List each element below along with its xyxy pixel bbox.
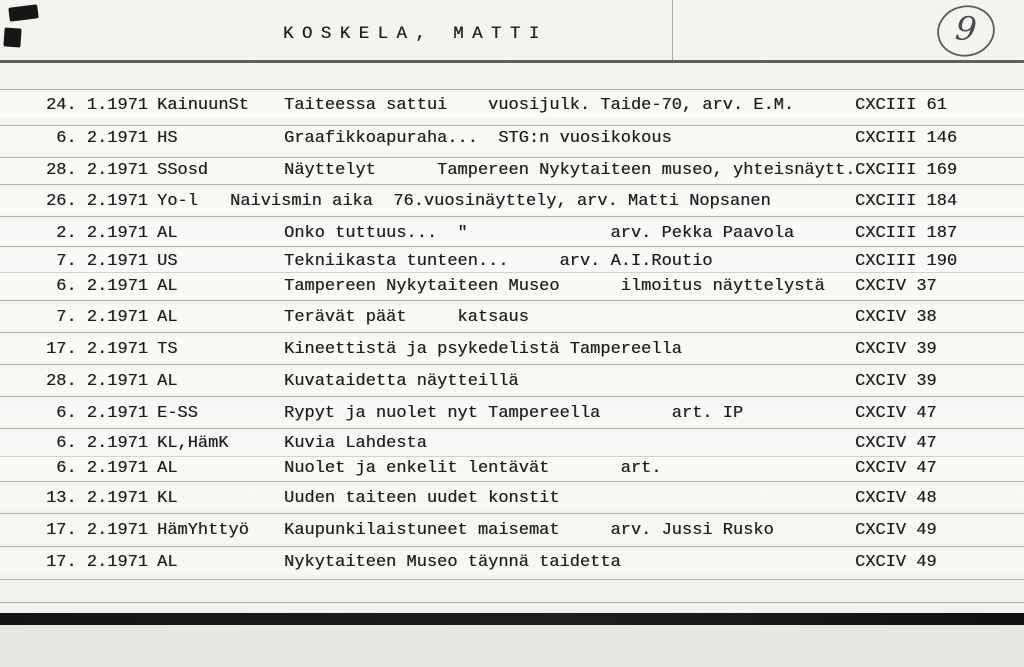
rule-line (0, 89, 1024, 90)
entry-date: 2. 2.1971 (56, 224, 148, 243)
entry-source: AL (157, 372, 178, 391)
entry-reference: CXCIV 49 (855, 553, 937, 572)
entry-reference: CXCIII 169 (855, 161, 958, 180)
entry-date: 6. 2.1971 (56, 277, 148, 296)
entry-title: Rypyt ja nuolet nyt Tampereella art. IP (284, 404, 744, 423)
entry-title: Kineettistä ja psykedelistä Tampereella (284, 340, 682, 359)
rule-line (0, 428, 1024, 429)
rule-line (0, 602, 1024, 603)
entry-title: Tekniikasta tunteen... arv. A.I.Routio (284, 252, 713, 271)
entry-source: E-SS (157, 404, 198, 423)
entry-row (0, 308, 1024, 330)
rule-line (0, 579, 1024, 580)
entry-source: HämYhttyö (157, 521, 249, 540)
entry-row (0, 129, 1024, 151)
rule-line (0, 246, 1024, 247)
entry-date: 6. 2.1971 (56, 404, 148, 423)
entry-row (0, 372, 1024, 394)
entry-row (0, 252, 1024, 274)
entry-reference: CXCIV 47 (855, 434, 937, 453)
entry-row (0, 224, 1024, 246)
entry-row (0, 459, 1024, 481)
rule-line (0, 396, 1024, 397)
rule-line (0, 216, 1024, 217)
entry-date: 6. 2.1971 (56, 434, 148, 453)
entry-source: AL (157, 224, 178, 243)
entry-row (0, 340, 1024, 362)
entry-title: Taiteessa sattui vuosijulk. Taide-70, arv. E.M. (284, 96, 795, 115)
entry-row (0, 277, 1024, 299)
entry-title: Tampereen Nykytaiteen Museo ilmoitus näyttelystä (284, 277, 825, 296)
entry-row (0, 96, 1024, 118)
entry-row (0, 192, 1024, 214)
entry-title: Kaupunkilaistuneet maisemat arv. Jussi Rusko (284, 521, 774, 540)
entry-title: Graafikkoapuraha... STG:n vuosikokous (284, 129, 672, 148)
rule-line (0, 481, 1024, 482)
entry-date: 7. 2.1971 (56, 308, 148, 327)
rule-line (0, 184, 1024, 185)
entry-source: SSosd (157, 161, 209, 180)
entry-reference: CXCIV 48 (855, 489, 937, 508)
entry-reference: CXCIII 184 (855, 192, 958, 211)
entry-title: Kuvataidetta näytteillä (284, 372, 519, 391)
entry-reference: CXCIV 47 (855, 404, 937, 423)
entry-date: 7. 2.1971 (56, 252, 148, 271)
entry-source: TS (157, 340, 178, 359)
entry-reference: CXCIV 47 (855, 459, 937, 478)
rule-line (0, 513, 1024, 514)
entry-row (0, 521, 1024, 543)
entry-source: AL (157, 459, 178, 478)
entry-title: Kuvia Lahdesta (284, 434, 427, 453)
entry-row (0, 161, 1024, 183)
entry-source: US (157, 252, 178, 271)
entry-source: HS (157, 129, 178, 148)
entry-date: 28. 2.1971 (45, 161, 148, 180)
rule-line (0, 546, 1024, 547)
rule-line (0, 364, 1024, 365)
entry-date: 24. 1.1971 (45, 96, 148, 115)
entry-title: Onko tuttuus... " arv. Pekka Paavola (284, 224, 795, 243)
entry-title: Naivismin aika 76.vuosinäyttely, arv. Matti Nopsanen (230, 192, 771, 211)
entry-source: KainuunSt (157, 96, 249, 115)
entry-date: 28. 2.1971 (45, 372, 148, 391)
entry-row (0, 553, 1024, 575)
scan-edge-band (0, 613, 1024, 625)
entry-date: 6. 2.1971 (56, 129, 148, 148)
entry-source: AL (157, 553, 178, 572)
entry-reference: CXCIV 49 (855, 521, 937, 540)
entry-reference: CXCIV 39 (855, 340, 937, 359)
entry-row (0, 489, 1024, 511)
entry-row (0, 404, 1024, 426)
entry-title: Terävät päät katsaus (284, 308, 529, 327)
entry-date: 17. 2.1971 (45, 521, 148, 540)
entry-title: Näyttelyt Tampereen Nykytaiteen museo, yhteisnäytt. (284, 161, 856, 180)
entry-source: KL,HämK (157, 434, 229, 453)
rule-line (0, 332, 1024, 333)
rule-line (0, 300, 1024, 301)
entry-reference: CXCIV 37 (855, 277, 937, 296)
entry-reference: CXCIII 61 (855, 96, 947, 115)
entry-title: Nuolet ja enkelit lentävät art. (284, 459, 662, 478)
entry-reference: CXCIV 39 (855, 372, 937, 391)
page-number: 9 (953, 8, 979, 49)
entry-date: 17. 2.1971 (45, 553, 148, 572)
entry-date: 26. 2.1971 (45, 192, 148, 211)
entry-reference: CXCIII 187 (855, 224, 958, 243)
entry-source: AL (157, 277, 178, 296)
entry-title: Uuden taiteen uudet konstit (284, 489, 560, 508)
entry-date: 17. 2.1971 (45, 340, 148, 359)
entry-title: Nykytaiteen Museo täynnä taidetta (284, 553, 621, 572)
page-title: KOSKELA, MATTI (283, 24, 548, 44)
entry-date: 6. 2.1971 (56, 459, 148, 478)
entry-source: KL (157, 489, 178, 508)
entry-date: 13. 2.1971 (45, 489, 148, 508)
entry-reference: CXCIII 190 (855, 252, 958, 271)
entry-source: Yo-l (157, 192, 198, 211)
entry-source: AL (157, 308, 178, 327)
entry-row (0, 434, 1024, 456)
entry-reference: CXCIII 146 (855, 129, 958, 148)
entry-reference: CXCIV 38 (855, 308, 937, 327)
